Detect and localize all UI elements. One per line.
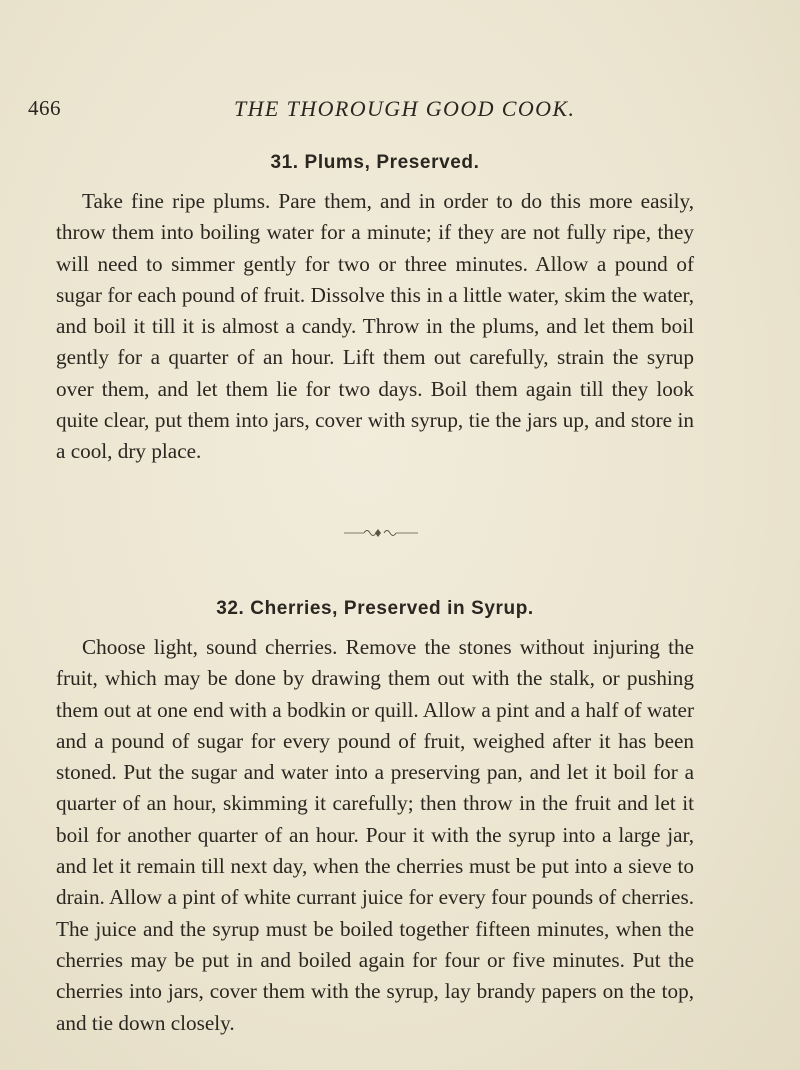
recipe-body: Take fine ripe plums. Pare them, and in order to do this more easily, throw them into boiling water for a minute; if they are not fully ripe, they will need to simmer gently for two or three minutes. Allow a pound of sugar for each pound of fruit. Dissolve this in a little water, skim the water, and boil it till it is almost a candy. Throw in the plums, and let them boil gently for a quarter of an hour. Lift them out carefully, strain the syrup over them, and let them lie for two days. Boil them again till they look quite clear, put them into jars, cover with syrup, tie the jars up, and store in a cool, dry place.: [56, 189, 694, 464]
recipe-32: [56, 596, 694, 1039]
flourish-ornament-icon: [344, 526, 418, 540]
page-header: [28, 96, 748, 136]
page-number: 466: [28, 96, 61, 120]
recipe-title: 32. Cherries, Preserved in Syrup.: [216, 598, 534, 619]
recipe-31: [56, 150, 694, 468]
recipe-title: 31. Plums, Preserved.: [270, 152, 480, 173]
recipe-body: Choose light, sound cherries. Remove the stones without injuring the fruit, which may be done by drawing them out with the stalk, or pushing them out at one end with a bodkin or quill. Allow a pint and a half of water and a pound of sugar for every pound of fruit, weighed after it has been stoned. Put the sugar and water into a preserving pan, and let it boil for a quarter of an hour, skimming it carefully; then throw in the fruit and let it boil for another quarter of an hour. Pour it with the syrup into a large jar, and let it remain till next day, when the cherries must be put into a sieve to drain. Allow a pint of white currant juice for every four pounds of cherries. The juice and the syrup must be boiled together fifteen minutes, when the cherries may be put in and boiled again for four or five minutes. Put the cherries into jars, cover them with the syrup, lay brandy papers on the top, and tie down closely.: [56, 635, 694, 1035]
running-head: THE THOROUGH GOOD COOK.: [234, 96, 576, 121]
